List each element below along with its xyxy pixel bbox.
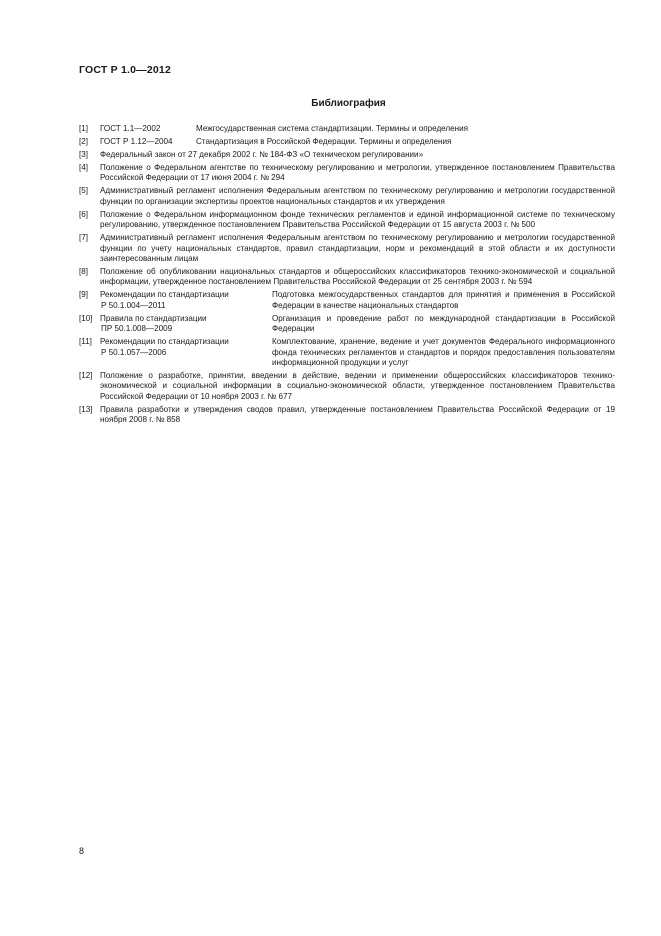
entry-number: [12] xyxy=(79,371,93,381)
entry-text: Положение о Федеральном агентстве по техническому регулированию и метрологии, утвержденное постановлением Правительства Российской Федерации от 17 июня 2004 г. № 294 xyxy=(100,163,615,183)
entry-document-code: ГОСТ 1.1—2002 xyxy=(100,124,161,133)
entry-text: Организация и проведение работ по международной стандартизации в Российской Федерации xyxy=(272,313,615,334)
entry-text: Подготовка межгосударственных стандартов для принятия и применения в Российской Федерации в качестве национальных стандартов xyxy=(272,290,615,310)
entry-document-code: ПР 50.1.008—2009 xyxy=(101,324,173,334)
bibliography-entry-9 xyxy=(79,290,615,311)
bibliography-title: Библиография xyxy=(311,98,386,109)
bibliography-entry-1 xyxy=(79,124,615,134)
entry-document-reference xyxy=(100,337,272,368)
entry-text: Административный регламент исполнения Федеральным агентством по техническому регулированию и метрологии государственной функции по организации экспертизы проектов национальных стандартов и их утверждения xyxy=(100,186,615,206)
entry-document-code: ГОСТ Р 1.12—2004 xyxy=(100,137,173,146)
bibliography-entry-5 xyxy=(79,186,615,207)
entry-number: [3] xyxy=(79,150,88,159)
entry-text: Межгосударственная система стандартизации. Термины и определения xyxy=(196,124,469,133)
entry-text: Комплектование, хранение, ведение и учет документов Федерального информационного фонда технических регламентов и стандартов и порядок предоставления пользователям информационной продукции и услуг xyxy=(272,337,615,368)
bibliography-entry-3 xyxy=(79,150,615,160)
entry-text: Правила разработки и утверждения сводов правил, утвержденные постановлением Правительства Российской Федерации от 19 ноября 2008 г. № 858 xyxy=(100,404,615,425)
entry-text: Положение об опубликовании национальных стандартов и общероссийских классификаторов технико-экономической и социальной информации, утвержденное постановлением Правительства Российской Федерации от 25 сентября 2003 г. № 594 xyxy=(100,267,615,287)
bibliography-entry-4 xyxy=(79,163,615,184)
entry-number: [4] xyxy=(79,163,88,172)
page-number: 8 xyxy=(79,846,85,856)
entry-document-reference xyxy=(100,290,272,311)
entry-document-type: Рекомендации по стандартизации xyxy=(100,290,229,300)
entry-document-type: Рекомендации по стандартизации xyxy=(100,337,229,347)
entry-number: [7] xyxy=(79,233,88,243)
entry-text: Положение о разработке, принятии, введении в действие, ведении и применении общероссийских классификаторов технико-экономической и социальной информации в социально-экономической области, утвержденное постановлением Правительства Российской Федерации от 10 ноября 2003 г. № 677 xyxy=(100,371,615,401)
entry-text: Административный регламент исполнения Федеральным агентством по техническому регулированию и метрологии государственной функции по учету национальных стандартов, правил стандартизации, норм и рекомендаций в этой области и их доступности заинтересованным лицам xyxy=(100,233,615,264)
entry-document-code: Р 50.1.057—2006 xyxy=(101,347,167,357)
bibliography-entry-13 xyxy=(79,405,615,426)
document-code-header: ГОСТ Р 1.0—2012 xyxy=(79,64,172,76)
entry-number: [5] xyxy=(79,186,88,196)
entry-number: [11] xyxy=(79,337,92,347)
entry-document-reference xyxy=(100,314,272,335)
entry-number: [13] xyxy=(79,404,93,414)
bibliography-entry-11 xyxy=(79,337,615,368)
entry-document-type: Правила по стандартизации xyxy=(100,313,207,323)
entry-number: [2] xyxy=(79,137,88,146)
entry-text: Стандартизация в Российской Федерации. Термины и определения xyxy=(196,137,452,146)
entry-number: [1] xyxy=(79,124,88,133)
bibliography-entry-6 xyxy=(79,210,615,231)
entry-text: Федеральный закон от 27 декабря 2002 г. № 184-ФЗ «О техническом регулировании» xyxy=(100,150,424,159)
bibliography-list xyxy=(79,124,615,428)
bibliography-entry-10 xyxy=(79,314,615,335)
entry-number: [8] xyxy=(79,267,88,277)
bibliography-entry-7 xyxy=(79,233,615,264)
entry-text: Положение о Федеральном информационном фонде технических регламентов и единой информационной системе по техническому регулированию, утвержденное постановлением Правительства Российской Федерации от 15 августа 2003 г. № 500 xyxy=(100,209,615,230)
bibliography-entry-2 xyxy=(79,137,615,147)
entry-number: [10] xyxy=(79,313,93,323)
entry-document-code: Р 50.1.004—2011 xyxy=(101,300,166,310)
entry-number: [9] xyxy=(79,290,88,300)
bibliography-entry-12 xyxy=(79,371,615,402)
bibliography-entry-8 xyxy=(79,267,615,288)
entry-number: [6] xyxy=(79,209,88,219)
